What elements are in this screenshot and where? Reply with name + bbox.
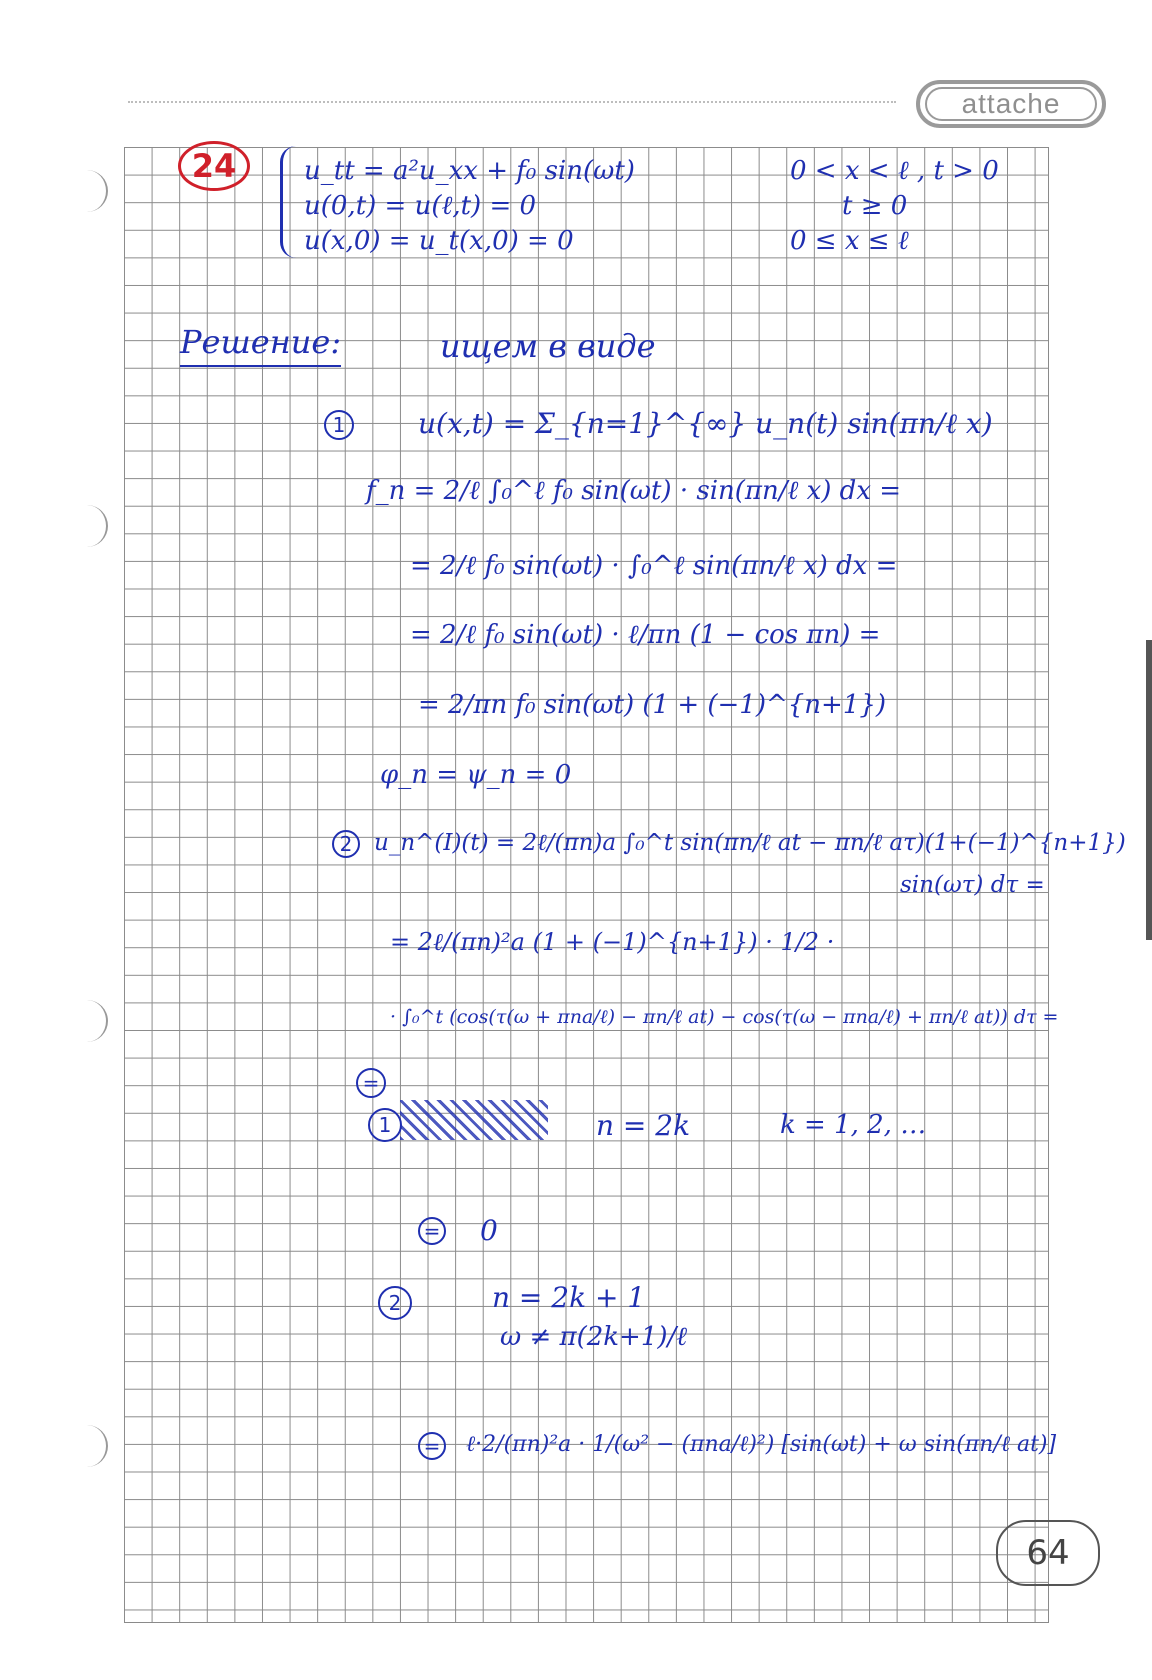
step-2-marker: 2 bbox=[332, 830, 360, 858]
condition-2: t ≥ 0 bbox=[842, 191, 908, 221]
system-line-1: u_tt = a²u_xx + f₀ sin(ωt) bbox=[304, 156, 635, 186]
step-1-marker: 1 bbox=[324, 410, 354, 440]
fn-line-2: = 2/ℓ f₀ sin(ωt) · ∫₀^ℓ sin(πn/ℓ x) dx = bbox=[410, 551, 898, 581]
fn-line-4: = 2/πn f₀ sin(ωt) (1 + (−1)^{n+1}) bbox=[418, 690, 887, 720]
dotted-rule bbox=[128, 101, 896, 103]
punch-hole-icon bbox=[82, 170, 108, 212]
system-line-3: u(x,0) = u_t(x,0) = 0 bbox=[304, 226, 574, 256]
condition-1: 0 < x < ℓ , t > 0 bbox=[790, 156, 999, 186]
case-2-n-condition: n = 2k + 1 bbox=[492, 1281, 646, 1314]
un-line-2: sin(ωτ) dτ = bbox=[900, 872, 1045, 898]
equals-marker: = bbox=[356, 1068, 386, 1098]
un-line-1: u_n^(I)(t) = 2ℓ/(πn)a ∫₀^t sin(πn/ℓ at − πn/ℓ aτ)(1+(−1)^{n+1}) bbox=[374, 830, 1126, 856]
case-1-condition: n = 2k bbox=[596, 1109, 691, 1142]
case-1-marker: 1 bbox=[368, 1108, 402, 1142]
fn-line-1: f_n = 2/ℓ ∫₀^ℓ f₀ sin(ωt) · sin(πn/ℓ x) dx = bbox=[366, 476, 902, 506]
case-2-omega-condition: ω ≠ π(2k+1)/ℓ bbox=[500, 1322, 688, 1352]
series-formula: u(x,t) = Σ_{n=1}^{∞} u_n(t) sin(πn/ℓ x) bbox=[418, 407, 993, 440]
phi-psi-line: φ_n = ψ_n = 0 bbox=[380, 760, 572, 790]
punch-hole-icon bbox=[82, 1425, 108, 1467]
solution-intro: ищем в виде bbox=[440, 327, 656, 365]
solution-heading-text: Решение: bbox=[180, 323, 341, 367]
case-1-range: k = 1, 2, … bbox=[780, 1110, 927, 1140]
attache-logo bbox=[916, 80, 1106, 128]
punch-hole-icon bbox=[82, 1000, 108, 1042]
case-2-marker: 2 bbox=[378, 1286, 412, 1320]
problem-number: 24 bbox=[178, 141, 250, 191]
crossed-out-scribble bbox=[400, 1100, 548, 1140]
condition-3: 0 ≤ x ≤ ℓ bbox=[790, 226, 909, 256]
fn-line-3: = 2/ℓ f₀ sin(ωt) · ℓ/πn (1 − cos πn) = bbox=[410, 620, 881, 650]
punch-hole-icon bbox=[82, 505, 108, 547]
solution-heading bbox=[180, 323, 342, 361]
page-number: 64 bbox=[996, 1520, 1100, 1586]
logo-text: attache bbox=[925, 87, 1097, 121]
case-1-result: 0 bbox=[480, 1214, 498, 1247]
equals-marker: = bbox=[418, 1432, 446, 1460]
un-line-4: · ∫₀^t (cos(τ(ω + πna/ℓ) − πn/ℓ at) − cos(τ(ω − πna/ℓ) + πn/ℓ at)) dτ = bbox=[390, 1006, 1059, 1028]
equals-marker: = bbox=[418, 1217, 446, 1245]
system-brace bbox=[280, 146, 301, 258]
case-2-result: ℓ·2/(πn)²a · 1/(ω² − (πna/ℓ)²) [sin(ωt) + ω sin(πn/ℓ at)] bbox=[466, 1432, 1057, 1457]
scan-edge bbox=[1146, 640, 1152, 940]
system-line-2: u(0,t) = u(ℓ,t) = 0 bbox=[304, 191, 537, 221]
un-line-3: = 2ℓ/(πn)²a (1 + (−1)^{n+1}) · 1/2 · bbox=[390, 928, 835, 956]
